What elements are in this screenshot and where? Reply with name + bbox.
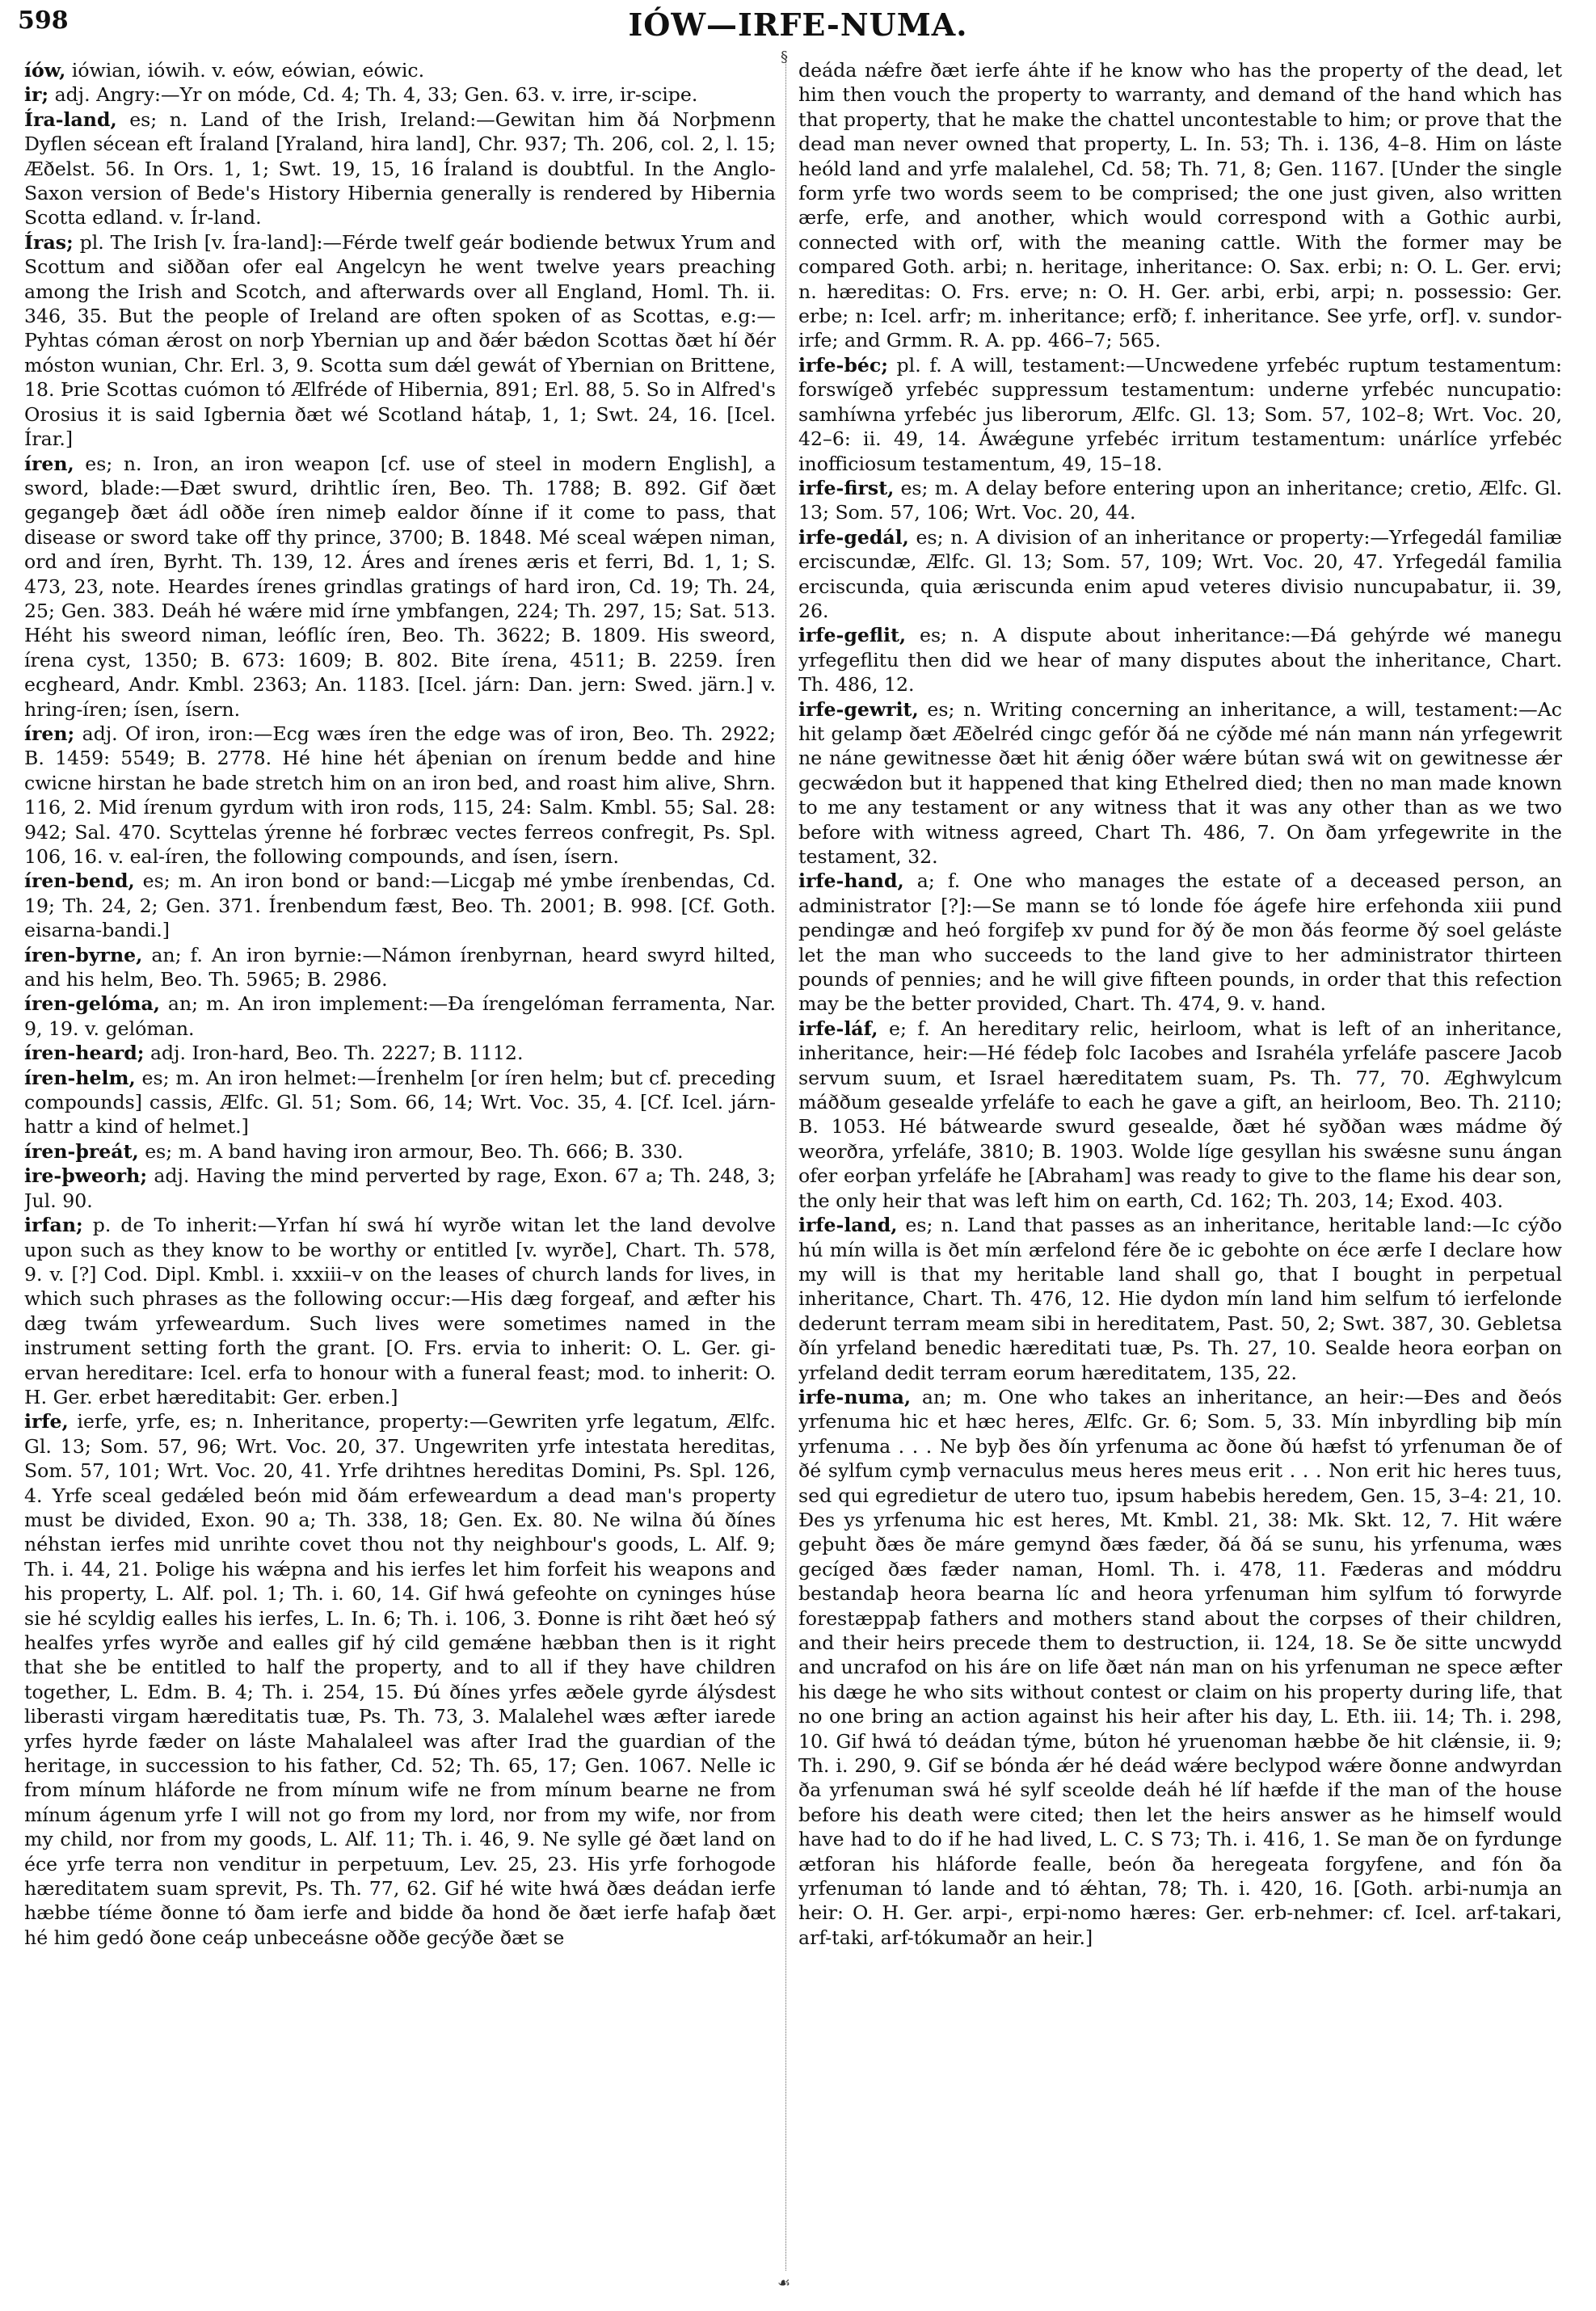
- dictionary-entry: [24, 230, 776, 452]
- dictionary-entry: [24, 1213, 776, 1409]
- dictionary-entry: [798, 1017, 1562, 1213]
- entry-definition: es; n. A dispute about inheritance:—Ðá gehýrde wé manegu yrfegeflitu then did we hear of many disputes about the inheritance, Chart. Th. 486, 12.: [798, 624, 1562, 697]
- entry-definition: es; n. Iron, an iron weapon [cf. use of steel in modern English], a sword, blade:—Ðæt swurd, drihtlic íren, Beo. Th. 1788; B. 892. Gif ðæt gegangeþ ðæt ádl oððe íren nimeþ ealdor ðínne if it come to pass, that disease or sword take off thy prince, 3700; B. 1848. Mé sceal wǽpen niman, ord and íren, Byrht. Th. 139, 12. Áres and írenes æris et ferri, Bd. 1, 1; S. 473, 23, note. Heardes írenes grindlas gratings of hard iron, Cd. 19; Th. 24, 25; Gen. 383. Deáh hé wǽre mid írne ymbfangen, 224; Th. 297, 15; Sat. 513. Héht his sweord niman, leóflíc íren, Beo. Th. 3622; B. 1809. His sweord, írena cyst, 1350; B. 673: 1609; B. 802. Bite írena, 4511; B. 2259. Íren ecgheard, Andr. Kmbl. 2363; An. 1183. [Icel. járn: Dan. jern: Swed. järn.] v. hring-íren; ísen, ísern.: [24, 452, 776, 721]
- dictionary-entry: [798, 58, 1562, 353]
- dictionary-entry: [24, 943, 776, 992]
- dictionary-entry: [798, 525, 1562, 624]
- entry-headword: íren-bend,: [24, 869, 135, 893]
- entry-headword: íren-gelóma,: [24, 992, 161, 1016]
- dictionary-entry: [24, 1409, 776, 1950]
- dictionary-entry: [24, 1041, 776, 1065]
- entry-headword: irfe-first,: [798, 476, 895, 499]
- entry-headword: irfe-láf,: [798, 1017, 878, 1040]
- entry-definition: an; f. An iron byrnie:—Námon írenbyrnan, heard swyrd hilted, and his helm, Beo. Th. 5965; B. 2986.: [24, 943, 776, 991]
- entry-headword: íren;: [24, 722, 75, 745]
- entry-definition: ierfe, yrfe, es; n. Inheritance, property:—Gewriten yrfe legatum, Ælfc. Gl. 13; Som. 57, 96; Wrt. Voc. 20, 37. Ungewriten yrfe intestata hereditas, Som. 57, 101; Wrt. Voc. 20, 41. Yrfe drihtnes hereditas Domini, Ps. Spl. 126, 4. Yrfe sceal gedǽled beón mid ðám erfeweardum a dead man's property must be divided, Exon. 90 a; Th. 338, 18; Gen. Ex. 80. Ne wilna ðú ðínes néhstan ierfes mid unrihte covet thou not thy neighbour's goods, L. Alf. 9; Th. i. 44, 21. Þolige his wǽpna and his ierfes let him forfeit his weapons and his property, L. Alf. pol. 1; Th. i. 60, 14. Gif hwá gefeohte on cyninges húse sie hé scyldig ealles his ierfes, L. In. 6; Th. i. 106, 3. Ðonne is riht ðæt heó sý healfes yrfes wyrðe and ealles gif hý cild gemǽne hæbban then is it right that she be entitled to half the property, and to all if they have children together, L. Edm. B. 4; Th. i. 254, 15. Ðú ðínes yrfes æðele gyrde álýsdest liberasti virgam hæreditatis tuæ, Ps. Th. 73, 3. Malalehel wæs æfter iarede yrfes hyrde fæder on láste Mahalaleel was after Irad the guardian of the heritage, in succession to his father, Cd. 52; Th. 65, 17; Gen. 1067. Nelle ic from mínum hláforde ne from mínum wife ne from mínum bearne ne from mínum ágenum yrfe I will not go from my lord, nor from my wife, nor from my child, nor from my goods, L. Alf. 11; Th. i. 46, 9. Ne sylle gé ðæt land on éce yrfe terra non venditur in perpetuum, Lev. 25, 23. His yrfe forhogode hæreditatem suam sprevit, Ps. Th. 77, 62. Gif hé wite hwá ðæs deádan ierfe hæbbe tíéme ðonne tó ðam ierfe and bidde ða hond ðe ðæt ierfe hafaþ ðæt hé him gedó ðone ceáp unbeceásne oððe gecýðe ðæt se: [24, 1410, 776, 1949]
- entry-definition: es; m. An iron bond or band:—Licgaþ mé ymbe írenbendas, Cd. 19; Th. 24, 2; Gen. 371. Írenbendum fæst, Beo. Th. 2001; B. 998. [Cf. Goth. eisarna-bandi.]: [24, 869, 776, 942]
- entry-headword: Íras;: [24, 230, 74, 254]
- entry-headword: íren-helm,: [24, 1066, 136, 1089]
- entry-definition: es; n. Writing concerning an inheritance, a will, testament:—Ac hit gelamp ðæt Æðelréd cingc gefór ðá ne cýðde mé nán mann nán yrfegewrit ne náne gewitnesse ðæt hit ǽnig óðer wǽre bútan swá wit on gewitnesse ǽr gecwǽdon but it happened that king Ethelred died; then no man made known to me any testament or any witness that it was any other than as we two before with witness agreed, Chart Th. 486, 7. On ðam yrfegewrite in the testament, 32.: [798, 697, 1562, 868]
- dictionary-entry: [24, 991, 776, 1041]
- entry-headword: íren-þreát,: [24, 1139, 139, 1163]
- entry-headword: irfe-numa,: [798, 1385, 912, 1408]
- dictionary-entry: [798, 697, 1562, 869]
- dictionary-entry: [24, 1164, 776, 1213]
- entry-definition: es; m. An iron helmet:—Írenhelm [or íren helm; but cf. preceding compounds] cassis, Ælfc. Gl. 51; Som. 66, 14; Wrt. Voc. 35, 4. [Cf. Icel. járn-hattr a kind of helmet.]: [24, 1066, 776, 1139]
- dictionary-entry: [24, 1066, 776, 1139]
- entry-headword: irfe,: [24, 1410, 69, 1433]
- dictionary-entry: [24, 82, 776, 107]
- entry-definition: iówian, iówih. v. eów, eówian, eówic.: [65, 59, 425, 82]
- entry-headword: ir;: [24, 83, 49, 107]
- page-title: IÓW—IRFE-NUMA.: [628, 6, 968, 43]
- entry-headword: irfe-gewrit,: [798, 697, 919, 721]
- entry-headword: ire-þweorh;: [24, 1164, 148, 1188]
- dictionary-entry: [798, 869, 1562, 1016]
- dictionary-entry: [24, 107, 776, 230]
- entry-definition: es; n. Land that passes as an inheritance, heritable land:—Ic cýðo hú mín willa is ðet mín ærfelond fére ðe ic gebohte on éce ærfe I declare how my will is that my heritable land shall go, that I bought in perpetual inheritance, Chart. Th. 476, 12. Hie dydon mín land him selfum tó ierfelonde dederunt terram meam sibi in hereditatem, Past. 50, 2; Swt. 387, 30. Gebletsa ðín yrfeland benedic hæreditati tuæ, Ps. Th. 27, 10. Sealde heora eorþan on yrfeland dedit terram eorum hæreditatem, 135, 22.: [798, 1214, 1562, 1384]
- left-column: [24, 58, 776, 2272]
- right-column: [798, 58, 1562, 2272]
- entry-headword: íren,: [24, 452, 74, 475]
- dictionary-entry: [798, 1213, 1562, 1385]
- entry-headword: irfan;: [24, 1214, 83, 1237]
- page-header: [0, 6, 1596, 47]
- entry-headword: irfe-béc;: [798, 353, 888, 377]
- entry-definition: es; n. Land of the Irish, Ireland:—Gewitan him ðá Norþmenn Dyflen sécean eft Íraland [Yraland, hira land], Chr. 937; Th. 206, col. 2, l. 15; Æðelst. 56. In Ors. 1, 1; Swt. 19, 15, 16 Íraland is doubtful. In the Anglo-Saxon version of Bede's History Hibernia generally is rendered by Hibernia Scotta edland. v. Ír-land.: [24, 107, 776, 229]
- column-ornament-top: §: [781, 48, 788, 65]
- dictionary-entry: [24, 722, 776, 869]
- entry-definition: deáda nǽfre ðæt ierfe áhte if he know who has the property of the dead, let him then vouch the property to warranty, and demand of the hand which has that property, that he make the chattel uncontestable to him; or prove that the dead man never owned that property, L. In. 53; Th. i. 136, 4–8. Him on láste heóld land and yrfe malalehel, Cd. 58; Th. 71, 8; Gen. 1167. [Under the single form yrfe two words seem to be comprised; the one just given, also written ærfe, erfe, and another, which would correspond with a Gothic aurbi, connected with orf, with the meaning cattle. With the former may be compared Goth. arbi; n. heritage, inheritance: O. Sax. erbi; n: O. L. Ger. ervi; n. hæreditas: O. Frs. erve; n: O. H. Ger. arbi, erbi, arpi; n. possessio: Ger. erbe; n: Icel. arfr; m. inheritance; erfð; f. inheritance. See yrfe, orf]. v. sundor-irfe; and Grmm. R. A. pp. 466–7; 565.: [798, 59, 1562, 352]
- dictionary-entry: [24, 452, 776, 722]
- dictionary-entry: [798, 1385, 1562, 1950]
- entry-headword: irfe-geflit,: [798, 624, 907, 647]
- dictionary-entry: [798, 353, 1562, 476]
- dictionary-entry: [24, 58, 776, 82]
- entry-definition: pl. f. A will, testament:—Uncwedene yrfebéc ruptum testamentum: forswígeð yrfebéc suppressum testamentum: underne yrfebéc nuncupatio: samhíwna yrfebéc jus liberorum, Ælfc. Gl. 13; Som. 57, 102–8; Wrt. Voc. 20, 42–6: ii. 49, 14. Áwǽgune yrfebéc irritum testamentum: unárlíce yrfebéc inofficiosum testamentum, 49, 15–18.: [798, 353, 1562, 475]
- dictionary-entry: [24, 1139, 776, 1164]
- dictionary-entry: [24, 869, 776, 942]
- entry-definition: p. de To inherit:—Yrfan hí swá hí wyrðe witan let the land devolve upon such as they know to be worthy or entitled [v. wyrðe], Chart. Th. 578, 9. v. [?] Cod. Dipl. Kmbl. i. xxxiii–v on the leases of church lands for lives, in which such phrases as the following occur:—His dæg forgeaf, and æfter his dæg twám yrfeweardum. Such lives were sometimes named in the instrument setting forth the grant. [O. Frs. ervia to inherit: O. L. Ger. gi-ervan hereditare: Icel. erfa to honour with a funeral feast; mod. to inherit: O. H. Ger. erbet hæreditabit: Ger. erben.]: [24, 1214, 776, 1408]
- entry-definition: an; m. An iron implement:—Ða írengelóman ferramenta, Nar. 9, 19. v. gelóman.: [24, 992, 776, 1040]
- entry-headword: íren-byrne,: [24, 943, 143, 966]
- entry-definition: a; f. One who manages the estate of a deceased person, an administrator [?]:—Se mann se tó londe fóe ágefe hire erfehonda xiii pund pendingæ and heó forgifeþ xv pund for ðý ðe mon ðás feorme ðý soel geláste let the man who succeeds to the land give to her administrator thirteen pounds of pennies; and he will give fifteen pounds, in order that this refection may be the better provided, Chart. Th. 474, 9. v. hand.: [798, 869, 1562, 1016]
- dictionary-entry: [798, 623, 1562, 697]
- entry-definition: es; m. A band having iron armour, Beo. Th. 666; B. 330.: [138, 1139, 684, 1163]
- entry-definition: pl. The Irish [v. Íra-land]:—Férde twelf geár bodiende betwux Yrum and Scottum and siððan ofer eal Angelcyn he went twelve years preaching among the Irish and Scotch, and afterwards over all England, Homl. Th. ii. 346, 35. But the people of Ireland are often spoken of as Scottas, e.g:—Pyhtas cóman ǽrost on norþ Ybernian up and ðǽr bǽdon Scottas ðæt hí ðér móston wunian, Chr. Erl. 3, 9. Scotta sum dǽl gewát of Ybernian on Brittene, 18. Þrie Scottas cuómon tó Ælfréde of Hibernia, 891; Erl. 88, 5. So in Alfred's Orosius it is said Igbernia ðæt wé Scotland hátaþ, 1, 1; Swt. 24, 16. [Icel. Írar.]: [24, 230, 776, 451]
- column-ornament-bottom: ☙: [777, 2275, 791, 2292]
- dictionary-entry: [798, 476, 1562, 525]
- entry-headword: irfe-hand,: [798, 869, 904, 893]
- entry-headword: irfe-land,: [798, 1214, 898, 1237]
- entry-definition: adj. Angry:—Yr on móde, Cd. 4; Th. 4, 33; Gen. 63. v. irre, ir-scipe.: [48, 83, 698, 107]
- entry-headword: íren-heard;: [24, 1042, 145, 1065]
- entry-definition: adj. Of iron, iron:—Ecg wæs íren the edge was of iron, Beo. Th. 2922; B. 1459: 5549; B. 2778. Hé hine hét áþenian on írenum bedde and hine cwicne hirstan he bade stretch him on an iron bed, and roast him alive, Shrn. 116, 2. Mid írenum gyrdum with iron rods, 115, 24: Salm. Kmbl. 55; Sal. 28: 942; Sal. 470. Scyttelas ýrenne hé forbræc vectes ferreos confregit, Ps. Spl. 106, 16. v. eal-íren, the following compounds, and ísen, ísern.: [24, 722, 776, 868]
- entry-headword: irfe-gedál,: [798, 525, 909, 549]
- entry-definition: es; n. A division of an inheritance or property:—Yrfegedál familiæ erciscundæ, Ælfc. Gl. 13; Som. 57, 109; Wrt. Voc. 20, 47. Yrfegedál familia erciscunda, quia æriscunda enim apud veteres divisio nuncupabatur, ii. 39, 26.: [798, 525, 1562, 622]
- entry-definition: es; m. A delay before entering upon an inheritance; cretio, Ælfc. Gl. 13; Som. 57, 106; Wrt. Voc. 20, 44.: [798, 476, 1562, 524]
- entry-definition: adj. Having the mind perverted by rage, Exon. 67 a; Th. 248, 3; Jul. 90.: [24, 1164, 776, 1212]
- column-divider: [785, 57, 787, 2271]
- entry-headword: íów,: [24, 59, 66, 82]
- entry-headword: Íra-land,: [24, 107, 117, 131]
- page-number: 598: [18, 6, 69, 35]
- entry-definition: e; f. An hereditary relic, heirloom, what is left of an inheritance, inheritance, heir:—Hé fédeþ folc Iacobes and Israhéla yrfeláfe pascere Jacob servum suum, et Israel hæreditatem suam, Ps. Th. 77, 70. Æghwylcum máððum gesealde yrfeláfe to each he gave a gift, an heirloom, Beo. Th. 2110; B. 1053. Hé bátwearde swurd gesealde, ðæt hé syððan wæs mádme ðý weorðra, yrfeláfe, 3810; B. 1903. Wolde líge gesyllan his swǽsne sunu ángan ofer eorþan yrfeláfe he [Abraham] was ready to give to the flame his dear son, the only heir that was left him on earth, Cd. 162; Th. 203, 14; Exod. 403.: [798, 1017, 1562, 1212]
- entry-definition: adj. Iron-hard, Beo. Th. 2227; B. 1112.: [144, 1042, 524, 1065]
- entry-definition: an; m. One who takes an inheritance, an heir:—Ðes and ðeós yrfenuma hic et hæc heres, Ælfc. Gr. 6; Som. 5, 33. Mín inbyrdling biþ mín yrfenuma . . . Ne byþ ðes ðín yrfenuma ac ðone ðú hæfst tó yrfenuman ðe of ðé sylfum cymþ vernaculus meus heres meus erit . . . Non erit hic heres tuus, sed qui egredietur de utero tuo, ipsum habebis heredem, Gen. 15, 3–4: 21, 10. Ðes ys yrfenuma hic est heres, Mt. Kmbl. 21, 38: Mk. Skt. 12, 7. Hit wǽre geþuht ðæs ðe máre gemynd ðæs fæder, ðá ðá se sunu, his yrfenuma, wæs gecíged ðæs fæder naman, Homl. Th. i. 478, 11. Fæderas and móddru bestandaþ heora bearna líc and heora yrfenuman him sylfum tó forwyrde forestæppaþ fathers and mothers stand about the corpses of their children, and their heirs precede them to destruction, ii. 124, 18. Se ðe sitte uncwydd and uncrafod on his áre on life ðæt nán man on his yrfenuman ne spece æfter his dæge he who sits without contest or claim on his property during life, that no one bring an action against his heir after his day, L. Eth. iii. 14; Th. i. 298, 10. Gif hwá tó deádan týme, búton hé yruenoman hæbbe ðe hit clǽnsie, ii. 9; Th. i. 290, 9. Gif se bónda ǽr hé deád wǽre beclypod wǽre ðonne andwyrdan ða yrfenuman swá hé sylf sceolde deáh hé líf hæfde if the man of the house before his death were cited; then let the heirs answer as he himself would have had to do if he had lived, L. C. S 73; Th. i. 416, 1. Se man ðe on fyrdunge ætforan his hláforde fealle, beón ða heregeata forgyfene, and fón ða yrfenuman tó lande and tó ǽhtan, 78; Th. i. 420, 16. [Goth. arbi-numja an heir: O. H. Ger. arpi-, erpi-nomo hæres: Ger. erb-nehmer: cf. Icel. arf-takari, arf-taki, arf-tókumaðr an heir.]: [798, 1385, 1562, 1949]
